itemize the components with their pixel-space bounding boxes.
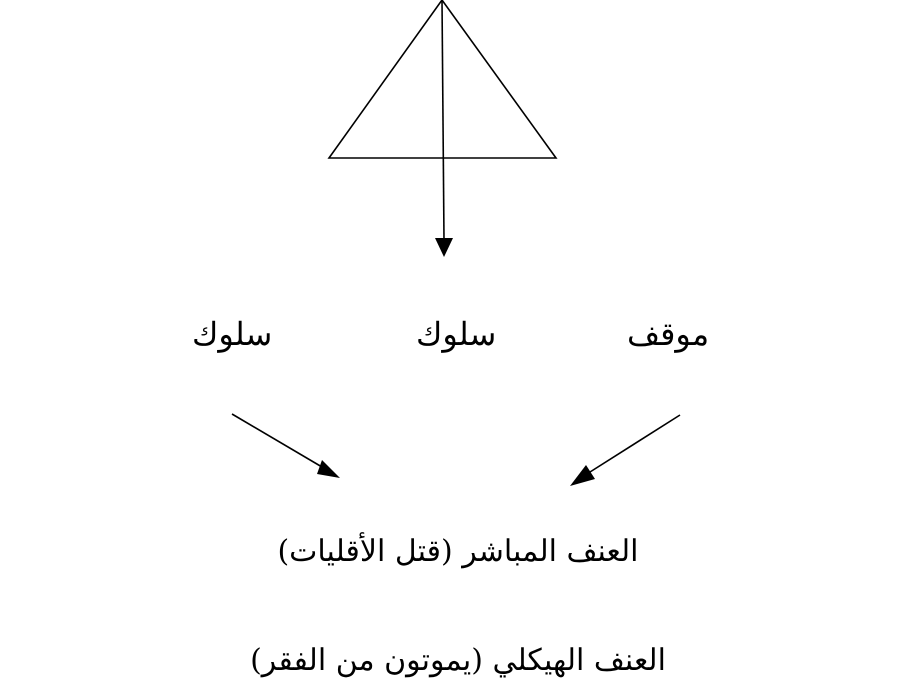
direct-violence-label: العنف المباشر (قتل الأقليات) (277, 534, 639, 569)
left-arrowhead (317, 460, 340, 478)
right-arrow-line (590, 415, 680, 472)
attitude-label: موقف (627, 315, 710, 353)
triangle-center-arrowhead (435, 238, 453, 257)
structural-violence-label: العنف الهيكلي (يموتون من الفقر) (250, 643, 666, 678)
right-arrowhead (570, 465, 595, 486)
behavior-label-left: سلوك (192, 315, 273, 353)
triangle-center-arrow (442, 0, 444, 240)
left-arrow-line (232, 414, 322, 467)
behavior-label-center: سلوك (416, 315, 497, 353)
